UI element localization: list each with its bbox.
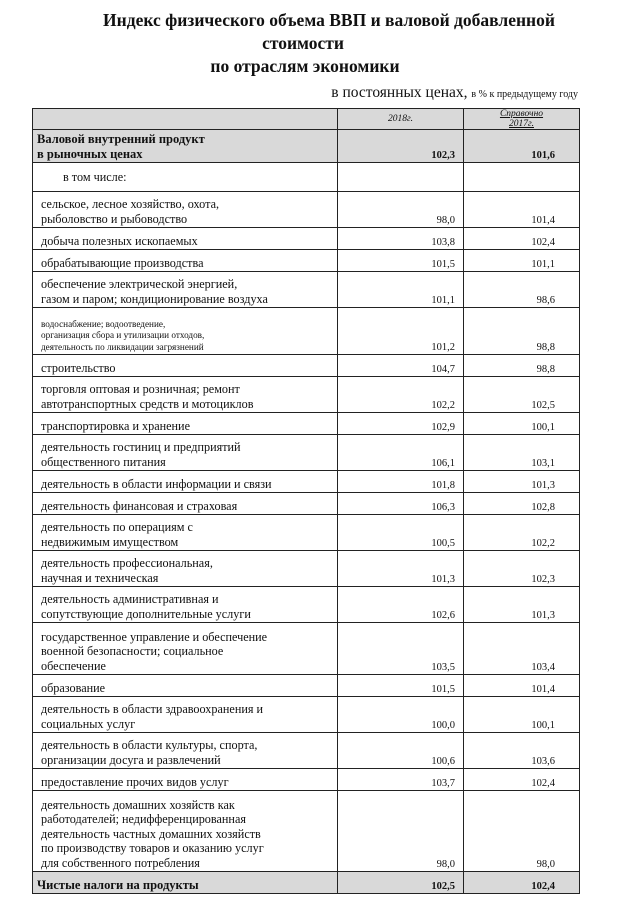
row-label-line: Валовой внутренний продукт — [37, 132, 205, 146]
row-label-line: деятельность домашних хозяйств как — [41, 797, 235, 812]
value-2017: 102,4 — [464, 769, 580, 791]
row-label-line: деятельность гостиниц и предприятий — [41, 440, 241, 454]
value-2017: 98,0 — [464, 791, 580, 872]
value-2017: 102,5 — [464, 377, 580, 413]
header-2017-line-1: Справочно — [499, 109, 544, 119]
table-row — [33, 675, 580, 697]
value-2018: 101,1 — [338, 272, 464, 308]
value-2017: 102,4 — [464, 228, 580, 250]
value-2017: 103,4 — [464, 623, 580, 675]
row-label-line: деятельность по ликвидации загрязнений — [41, 341, 204, 352]
value-2018: 101,5 — [338, 675, 464, 697]
row-label-line: транспортировка и хранение — [41, 418, 190, 433]
row-label-line: автотранспортных средств и мотоциклов — [41, 396, 254, 411]
row-label-line: организации досуга и развлечений — [41, 752, 221, 767]
row-label-line: по производству товаров и оказанию услуг — [41, 841, 264, 855]
row-label — [33, 377, 338, 413]
gdp-index-table — [32, 108, 580, 894]
row-label — [33, 163, 338, 192]
row-label-line: деятельность в области культуры, спорта, — [41, 738, 258, 752]
value-2018: 98,0 — [338, 192, 464, 228]
row-label-line: деятельность в области здравоохранения и — [41, 702, 264, 716]
row-label — [33, 435, 338, 471]
value-2018: 104,7 — [338, 355, 464, 377]
header-2017-line-2: 2017г. — [509, 119, 534, 129]
table-row — [33, 697, 580, 733]
row-label-line: в рыночных ценах — [37, 146, 143, 161]
header-label-cell — [33, 109, 338, 130]
value-2017: 101,3 — [464, 471, 580, 493]
row-label-line: работодателей; недифференцированная — [41, 812, 246, 826]
value-2018: 100,6 — [338, 733, 464, 769]
row-label — [33, 623, 338, 675]
value-2017: 100,1 — [464, 697, 580, 733]
row-label — [33, 515, 338, 551]
row-label-line: сельское, лесное хозяйство, охота, — [41, 197, 220, 211]
row-label-line: организация сбора и утилизации отходов, — [41, 330, 205, 340]
row-label — [33, 872, 338, 894]
value-2017: 101,3 — [464, 587, 580, 623]
row-label-line: в том числе: — [63, 170, 127, 185]
value-2018: 103,7 — [338, 769, 464, 791]
row-label-line: недвижимым имуществом — [41, 534, 179, 549]
row-label-line: научная и техническая — [41, 570, 159, 585]
row-label-line: образование — [41, 680, 106, 695]
value-2018: 101,3 — [338, 551, 464, 587]
value-2018: 103,5 — [338, 623, 464, 675]
row-label-line: деятельность частных домашних хозяйств — [41, 826, 261, 841]
units-main: в постоянных ценах, — [331, 84, 468, 101]
row-label-line: обеспечение — [41, 658, 106, 673]
row-label — [33, 250, 338, 272]
table-row — [33, 769, 580, 791]
table-header-row — [33, 109, 580, 130]
row-label-line: обеспечение электрической энергией, — [41, 277, 238, 291]
row-label — [33, 308, 338, 355]
table-row — [33, 130, 580, 163]
value-2018: 102,9 — [338, 413, 464, 435]
row-label — [33, 272, 338, 308]
row-label — [33, 791, 338, 872]
row-label-line: рыболовство и рыбоводство — [41, 211, 188, 226]
row-label — [33, 587, 338, 623]
row-label-line: деятельность профессиональная, — [41, 556, 213, 570]
row-label-line: социальных услуг — [41, 716, 136, 731]
units-detail: в % к предыдущему году — [471, 89, 578, 100]
value-2018: 101,2 — [338, 308, 464, 355]
table-row — [33, 515, 580, 551]
header-2018: 2018г. — [338, 109, 464, 130]
value-2017: 101,1 — [464, 250, 580, 272]
row-label-line: предоставление прочих видов услуг — [41, 774, 229, 789]
value-2018: 102,3 — [338, 130, 464, 163]
value-2018: 102,2 — [338, 377, 464, 413]
value-2017: 103,6 — [464, 733, 580, 769]
value-2017: 101,6 — [464, 130, 580, 163]
row-label — [33, 493, 338, 515]
value-2017: 98,8 — [464, 355, 580, 377]
value-2017: 98,8 — [464, 308, 580, 355]
value-2018: 102,6 — [338, 587, 464, 623]
value-2017: 102,8 — [464, 493, 580, 515]
table-row — [33, 250, 580, 272]
row-label-line: обрабатывающие производства — [41, 255, 204, 270]
row-label-line: военной безопасности; социальное — [41, 644, 224, 658]
row-label — [33, 769, 338, 791]
value-2018: 102,5 — [338, 872, 464, 894]
row-label — [33, 192, 338, 228]
row-label-line: газом и паром; кондиционирование воздуха — [41, 291, 268, 306]
table-row — [33, 872, 580, 894]
value-2018: 101,8 — [338, 471, 464, 493]
value-2017: 102,2 — [464, 515, 580, 551]
row-label-line: деятельность в области информации и связи — [41, 476, 272, 491]
row-label — [33, 355, 338, 377]
row-label — [33, 733, 338, 769]
row-label-line: добыча полезных ископаемых — [41, 233, 198, 248]
table-row — [33, 493, 580, 515]
table-row — [33, 272, 580, 308]
value-2018 — [338, 163, 464, 192]
row-label-line: общественного питания — [41, 454, 166, 469]
row-label — [33, 551, 338, 587]
row-label-line: деятельность административная и — [41, 592, 219, 606]
row-label-line: торговля оптовая и розничная; ремонт — [41, 382, 240, 396]
row-label-line: для собственного потребления — [41, 855, 200, 870]
row-label — [33, 413, 338, 435]
row-label — [33, 228, 338, 250]
value-2018: 101,5 — [338, 250, 464, 272]
table-row — [33, 623, 580, 675]
table-row — [33, 308, 580, 355]
row-label-line: деятельность финансовая и страховая — [41, 498, 238, 513]
row-label-line: сопутствующие дополнительные услуги — [41, 606, 251, 621]
value-2017: 100,1 — [464, 413, 580, 435]
value-2017 — [464, 163, 580, 192]
row-label — [33, 675, 338, 697]
table-row — [33, 377, 580, 413]
document-title-line-3: по отраслям экономики — [210, 56, 400, 76]
value-2017: 103,1 — [464, 435, 580, 471]
table-row — [33, 435, 580, 471]
row-label — [33, 130, 338, 163]
table-row — [33, 471, 580, 493]
row-label — [33, 471, 338, 493]
value-2017: 98,6 — [464, 272, 580, 308]
value-2017: 102,4 — [464, 872, 580, 894]
value-2017: 101,4 — [464, 675, 580, 697]
value-2018: 98,0 — [338, 791, 464, 872]
value-2018: 100,0 — [338, 697, 464, 733]
row-label-line: деятельность по операциям с — [41, 520, 193, 534]
row-label-line: Чистые налоги на продукты — [37, 877, 199, 892]
row-label-line: строительство — [41, 360, 116, 375]
table-row — [33, 355, 580, 377]
row-label — [33, 697, 338, 733]
value-2018: 106,1 — [338, 435, 464, 471]
document-title-line-1: Индекс физического объема ВВП и валовой добавленной — [103, 10, 555, 30]
row-label-line: водоснабжение; водоотведение, — [41, 318, 166, 329]
value-2017: 102,3 — [464, 551, 580, 587]
table-row — [33, 163, 580, 192]
table-row — [33, 413, 580, 435]
table-row — [33, 791, 580, 872]
table-row — [33, 192, 580, 228]
table-row — [33, 733, 580, 769]
table-row — [33, 587, 580, 623]
units-note — [331, 84, 578, 102]
value-2017: 101,4 — [464, 192, 580, 228]
row-label-line: государственное управление и обеспечение — [41, 629, 268, 644]
table-row — [33, 551, 580, 587]
value-2018: 100,5 — [338, 515, 464, 551]
document-title-line-2: стоимости — [262, 33, 344, 53]
header-2017 — [464, 109, 580, 130]
value-2018: 103,8 — [338, 228, 464, 250]
value-2018: 106,3 — [338, 493, 464, 515]
table-row — [33, 228, 580, 250]
